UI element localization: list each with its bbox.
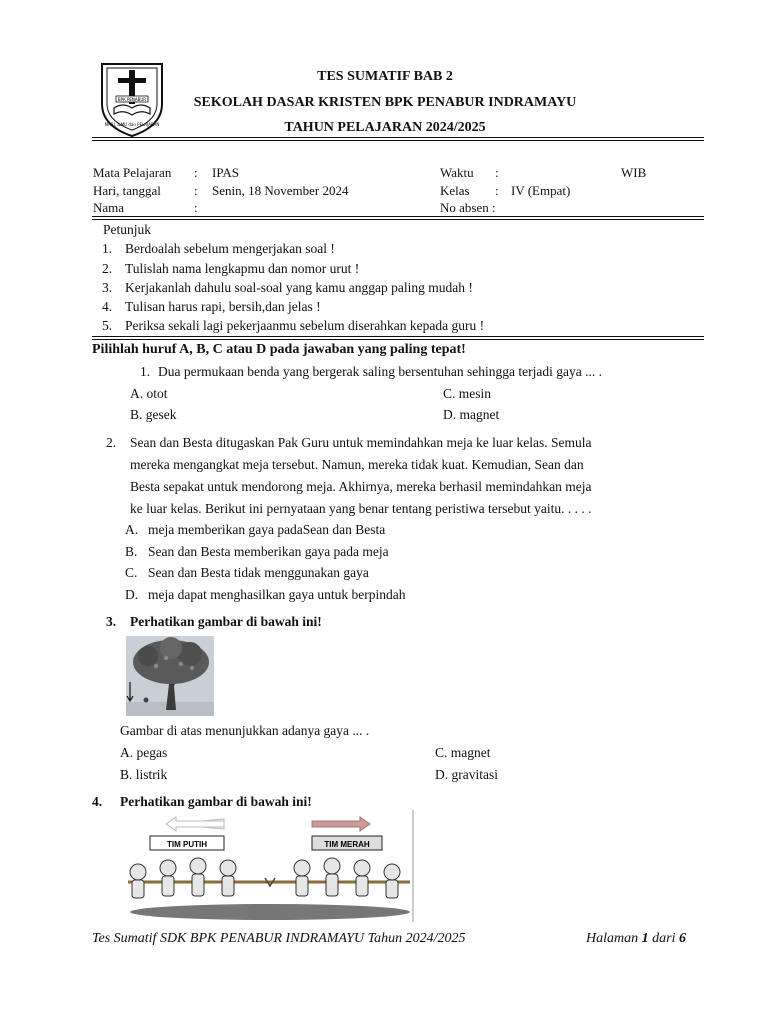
- instruction-num: 2.: [102, 261, 113, 276]
- page-indicator: [586, 931, 686, 947]
- absen-label: No absen :: [440, 200, 496, 215]
- class-colon: :: [495, 183, 499, 198]
- instruction-num: 3.: [102, 280, 113, 295]
- logo-banner-text: BPK PENABUR: [117, 97, 147, 102]
- q1-number: 1.: [140, 364, 151, 379]
- header-title: TES SUMATIF BAB 2: [317, 69, 453, 84]
- q2-option-text: Sean dan Besta memberikan gaya pada meja: [148, 544, 389, 559]
- subject-label: Mata Pelajaran: [93, 165, 172, 180]
- q3-caption: Gambar di atas menunjukkan adanya gaya ... .: [120, 723, 370, 738]
- q2-option-letter: D.: [125, 587, 139, 602]
- header-year: TAHUN PELAJARAN 2024/2025: [284, 120, 486, 135]
- page-current: 1: [641, 931, 649, 946]
- left-team-label: TIM PUTIH: [167, 840, 207, 849]
- time-colon: :: [495, 165, 499, 180]
- page-total: 6: [678, 931, 686, 946]
- section-title: Pilihlah huruf A, B, C atau D pada jawaban yang paling tepat!: [92, 342, 466, 357]
- instruction-num: 4.: [102, 299, 113, 314]
- footer-title: Tes Sumatif SDK BPK PENABUR INDRAMAYU Tahun 2024/2025: [92, 931, 466, 946]
- right-team-label: TIM MERAH: [324, 840, 370, 849]
- q3-option-a: A. pegas: [120, 745, 168, 760]
- q2-option-text: meja dapat menghasilkan gaya untuk berpindah: [148, 587, 406, 602]
- instruction-num: 1.: [102, 241, 113, 256]
- q1-option-a: A. otot: [130, 386, 168, 401]
- class-value: IV (Empat): [511, 183, 571, 198]
- q1-option-c: C. mesin: [443, 386, 492, 401]
- q2-line: ke luar kelas. Berikut ini pernyataan yang benar tentang peristiwa tersebut yaitu. . . . .: [130, 501, 592, 516]
- q1-option-d: D. magnet: [443, 407, 500, 422]
- instruction-text: Tulislah nama lengkapmu dan nomor urut !: [125, 261, 360, 276]
- logo-ring-text: MARI, ILMU dan PELAJARAN: [104, 122, 160, 127]
- q1-text: Dua permukaan benda yang bergerak saling bersentuhan sehingga terjadi gaya ... .: [158, 364, 602, 379]
- instruction-text: Berdoalah sebelum mengerjakan soal !: [125, 241, 335, 256]
- q4-number: 4.: [92, 794, 103, 809]
- q2-line: Sean dan Besta ditugaskan Pak Guru untuk memindahkan meja ke luar kelas. Semula: [130, 435, 592, 450]
- q2-option-letter: A.: [125, 522, 139, 537]
- page-prefix: Halaman: [586, 931, 642, 946]
- q3-option-c: C. magnet: [435, 745, 491, 760]
- q3-option-d: D. gravitasi: [435, 767, 498, 782]
- subject-colon: :: [194, 165, 198, 180]
- q3-number: 3.: [106, 614, 117, 629]
- q2-option-letter: B.: [125, 544, 138, 559]
- q2-option-text: meja memberikan gaya padaSean dan Besta: [148, 522, 386, 537]
- date-colon: :: [194, 183, 198, 198]
- q1-option-b: B. gesek: [130, 407, 177, 422]
- name-label: Nama: [93, 200, 125, 215]
- q2-line: Besta sepakat untuk mendorong meja. Akhirnya, mereka berhasil memindahkan meja: [130, 479, 592, 494]
- subject-value: IPAS: [212, 165, 239, 180]
- header-divider: [92, 137, 704, 141]
- q2-line: mereka mengangkat meja tersebut. Namun, mereka tidak kuat. Kemudian, Sean dan: [130, 457, 584, 472]
- instruction-text: Periksa sekali lagi pekerjaanmu sebelum diserahkan kepada guru !: [125, 318, 485, 333]
- time-unit: WIB: [621, 165, 647, 180]
- info-divider: [92, 216, 704, 220]
- q2-option-text: Sean dan Besta tidak menggunakan gaya: [148, 565, 369, 580]
- q2-option-letter: C.: [125, 565, 138, 580]
- instruction-num: 5.: [102, 318, 113, 333]
- instructions-divider: [92, 336, 704, 340]
- date-label: Hari, tanggal: [93, 183, 161, 198]
- time-label: Waktu: [440, 165, 474, 180]
- header-school: SEKOLAH DASAR KRISTEN BPK PENABUR INDRAMAYU: [193, 95, 577, 110]
- q2-number: 2.: [106, 435, 117, 450]
- instruction-text: Kerjakanlah dahulu soal-soal yang kamu anggap paling mudah !: [125, 280, 473, 295]
- tug-of-war-image: [120, 810, 414, 922]
- date-value: Senin, 18 November 2024: [212, 183, 349, 198]
- page-mid: dari: [648, 931, 679, 946]
- class-label: Kelas: [440, 183, 470, 198]
- falling-fruit-tree-image: [126, 636, 214, 716]
- q3-title: Perhatikan gambar di bawah ini!: [130, 614, 322, 629]
- school-logo-icon: [96, 60, 168, 140]
- q3-option-b: B. listrik: [120, 767, 168, 782]
- name-colon: :: [194, 200, 198, 215]
- q4-title: Perhatikan gambar di bawah ini!: [120, 794, 312, 809]
- instructions-title: Petunjuk: [103, 222, 152, 237]
- instruction-text: Tulisan harus rapi, bersih,dan jelas !: [125, 299, 321, 314]
